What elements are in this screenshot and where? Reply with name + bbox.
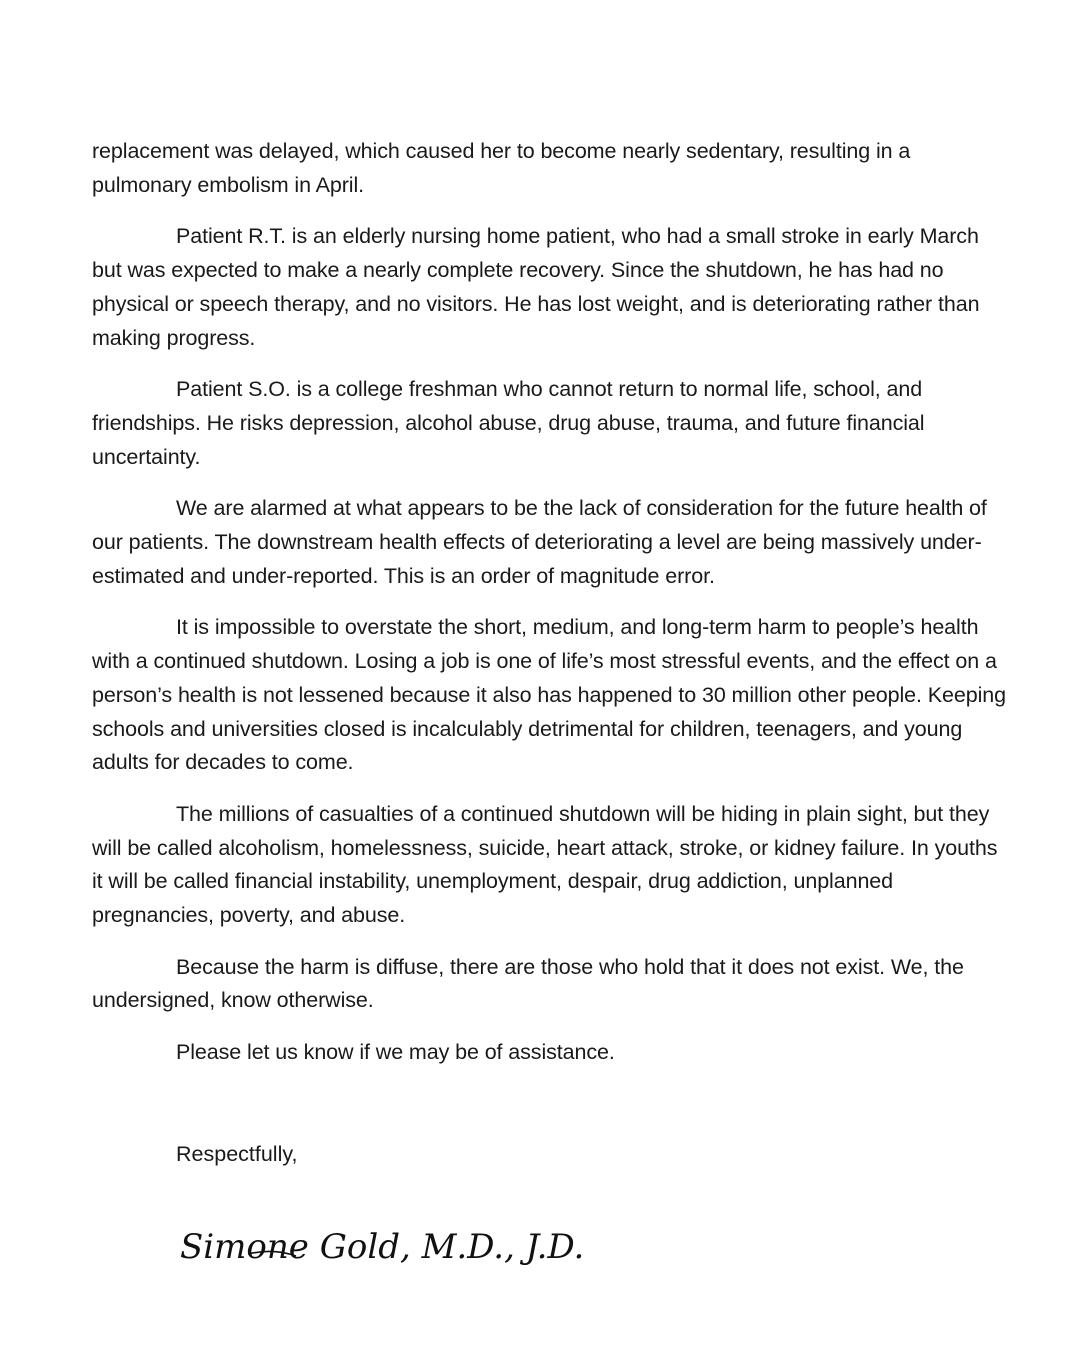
signature-text: Simone Gold, M.D., J.D. — [180, 1227, 585, 1267]
paragraph-continuation: replacement was delayed, which caused her to become nearly sedentary, resulting in a pulmonary embolism in April. — [92, 139, 911, 197]
paragraph-patient-rt: Patient R.T. is an elderly nursing home patient, who had a small stroke in early March but was expected to make a nearly complete recovery. Since the shutdown, he has had no physical or speech therapy, and no visitors. He has lost weight, and is deteriorating rather than making progress. — [92, 224, 980, 350]
paragraph-patient-so: Patient S.O. is a college freshman who cannot return to normal life, school, and friendships. He risks depression, alcohol abuse, drug abuse, trauma, and future financial uncertainty. — [92, 377, 925, 469]
closing-request: Please let us know if we may be of assistance. — [176, 1040, 615, 1065]
paragraph-harm-is-diffuse: Because the harm is diffuse, there are those who hold that it does not exist. We, the undersigned, know otherwise. — [92, 954, 964, 1013]
paragraph-alarmed: We are alarmed at what appears to be the lack of consideration for the future health of our patients. The downstream health effects of deteriorating a level are being massively under-estimated and under-reported. This is an order of magnitude error. — [92, 496, 987, 588]
signoff: Respectfully, — [176, 1142, 298, 1166]
signature-graphic — [178, 1218, 598, 1278]
handwritten-signature — [178, 1218, 598, 1278]
paragraph-impossible-to-overstate: It is impossible to overstate the short, medium, and long-term harm to people’s health with a continued shutdown. Losing a job is one of life’s most stressful events, and the effect on a person’s health is not lessened because it also has happened to 30 million other people. Keeping schools and universities closed is incalculably detrimental for children, teenagers, and young adults for decades to come. — [92, 615, 1006, 775]
letter-body — [92, 135, 1012, 1070]
paragraph-millions-of-casualties: The millions of casualties of a continued shutdown will be hiding in plain sight, but they will be called alcoholism, homelessness, suicide, heart attack, stroke, or kidney failure. In youths it will be called financial instability, unemployment, despair, drug addiction, unplanned pregnancies, poverty, and abuse. — [92, 801, 998, 928]
